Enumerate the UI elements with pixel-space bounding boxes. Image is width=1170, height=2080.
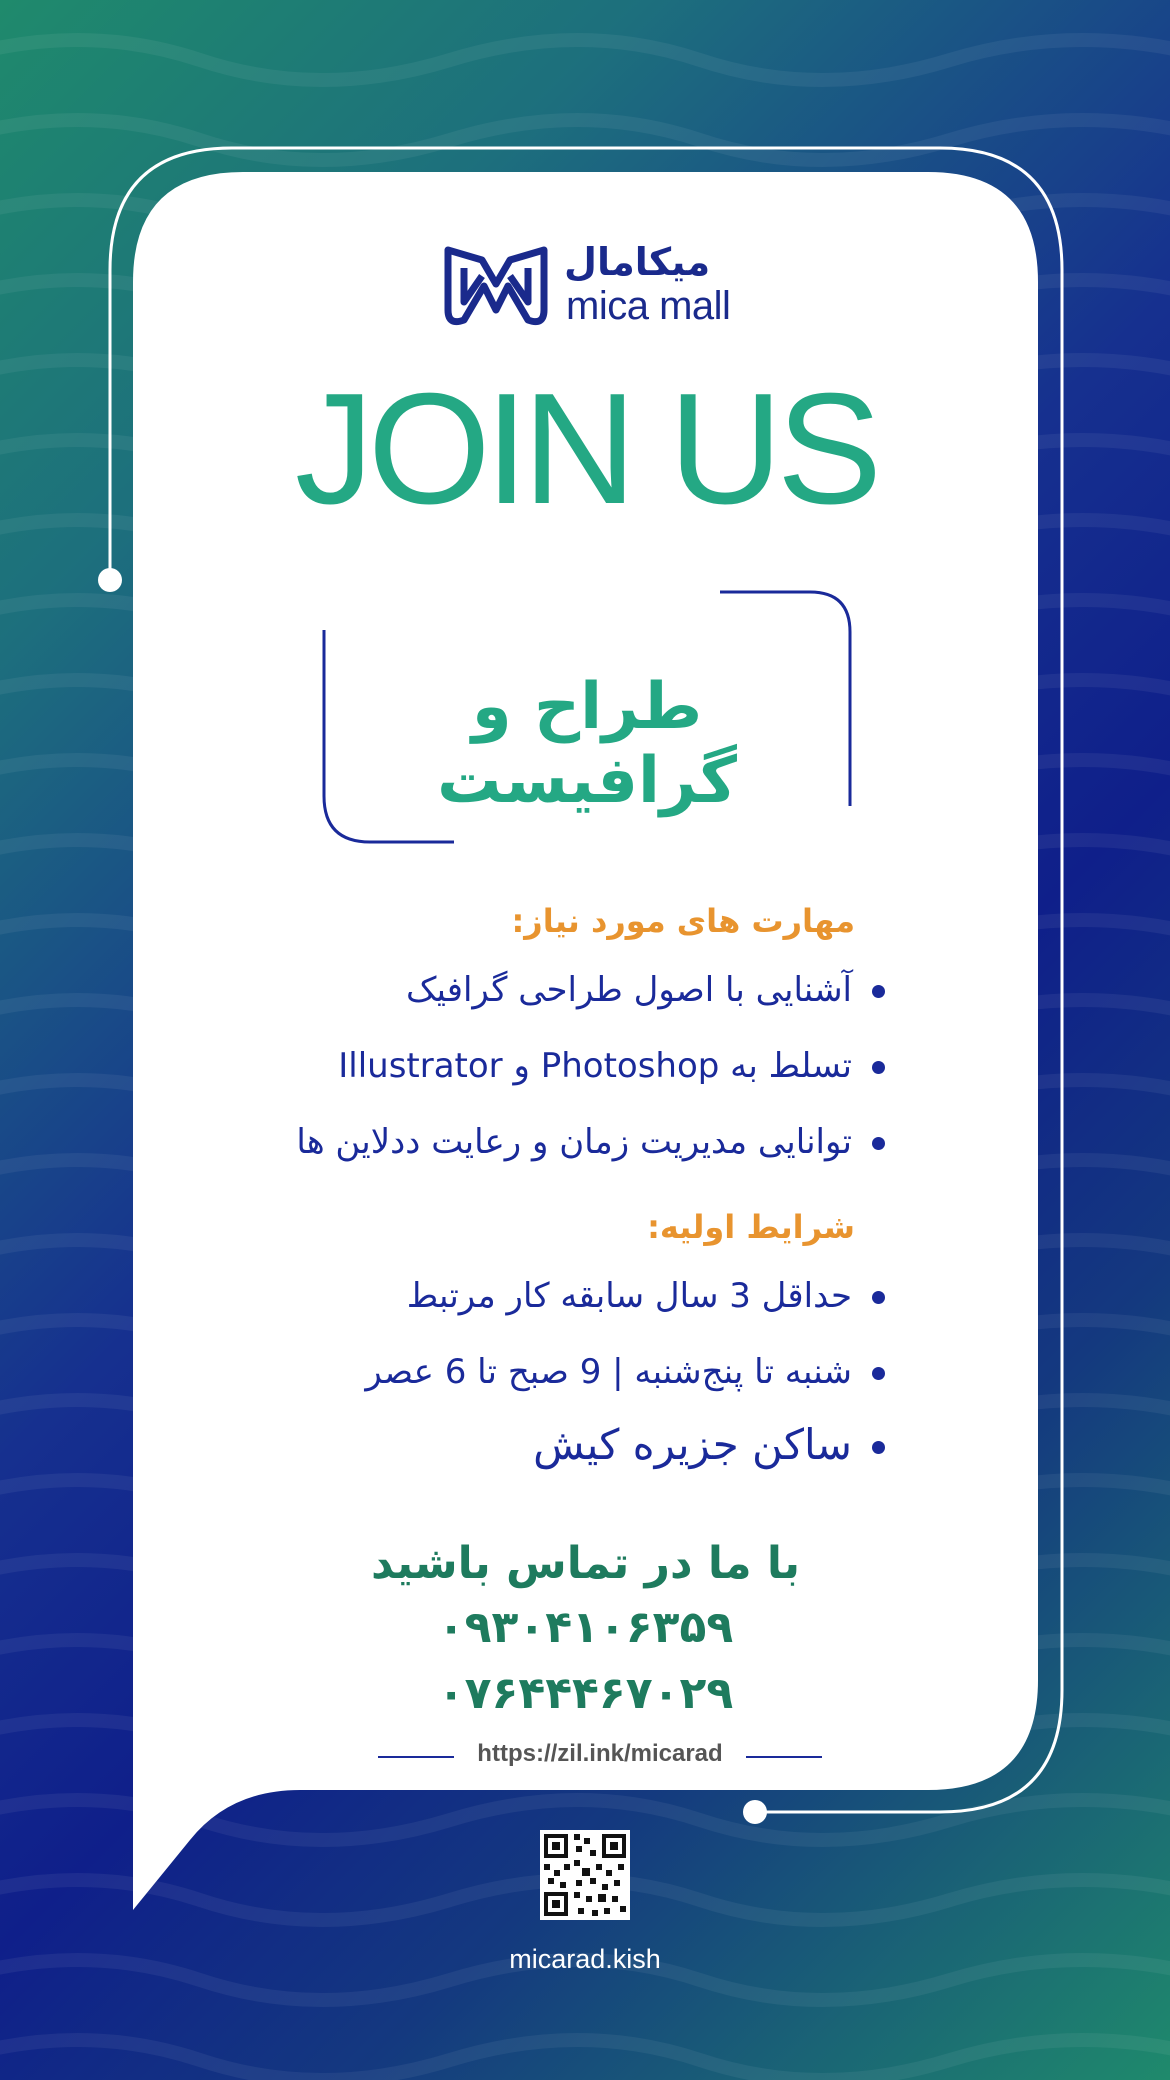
skill-item: آشنایی با اصول طراحی گرافیک xyxy=(205,970,885,1010)
skills-section-title: مهارت های مورد نیاز: xyxy=(511,902,855,940)
website-link-row xyxy=(378,1738,822,1774)
divider-line xyxy=(378,1756,454,1758)
condition-item: شنبه تا پنج‌شنبه | 9 صبح تا 6 عصر xyxy=(205,1352,885,1392)
contact-title: با ما در تماس باشید xyxy=(371,1538,800,1589)
conditions-section-title: شرایط اولیه: xyxy=(647,1208,855,1246)
bullet-dot-icon xyxy=(872,1137,885,1150)
condition-item: حداقل 3 سال سابقه کار مرتبط xyxy=(205,1276,885,1316)
brand-name-en: mica mall xyxy=(566,284,731,328)
brand-logo xyxy=(440,240,740,336)
bullet-dot-icon xyxy=(872,985,885,998)
join-us-headline: JOIN US xyxy=(294,361,877,537)
brand-name-fa: میکامال xyxy=(564,240,711,284)
job-role-title: طراح و گرافیست xyxy=(437,670,737,818)
skill-item: تسلط به Photoshop و Illustrator xyxy=(205,1046,885,1086)
bullet-dot-icon xyxy=(872,1367,885,1380)
social-handle[interactable]: micarad.kish xyxy=(509,1944,661,1974)
website-link[interactable]: https://zil.ink/micarad xyxy=(477,1740,723,1767)
skill-item: توانایی مدیریت زمان و رعایت ددلاین ها xyxy=(205,1122,885,1162)
divider-line xyxy=(746,1756,822,1758)
bullet-dot-icon xyxy=(872,1441,885,1454)
mm-monogram-icon xyxy=(440,240,552,332)
condition-item: ساکن جزیره کیش xyxy=(205,1420,885,1469)
bullet-dot-icon xyxy=(872,1291,885,1304)
bullet-dot-icon xyxy=(872,1061,885,1074)
phone-number-landline[interactable]: ۰۷۶۴۴۴۶۷۰۲۹ xyxy=(437,1668,734,1719)
qr-code-icon[interactable] xyxy=(540,1830,630,1920)
phone-number-mobile[interactable]: ۰۹۳۰۴۱۰۶۳۵۹ xyxy=(437,1602,734,1653)
